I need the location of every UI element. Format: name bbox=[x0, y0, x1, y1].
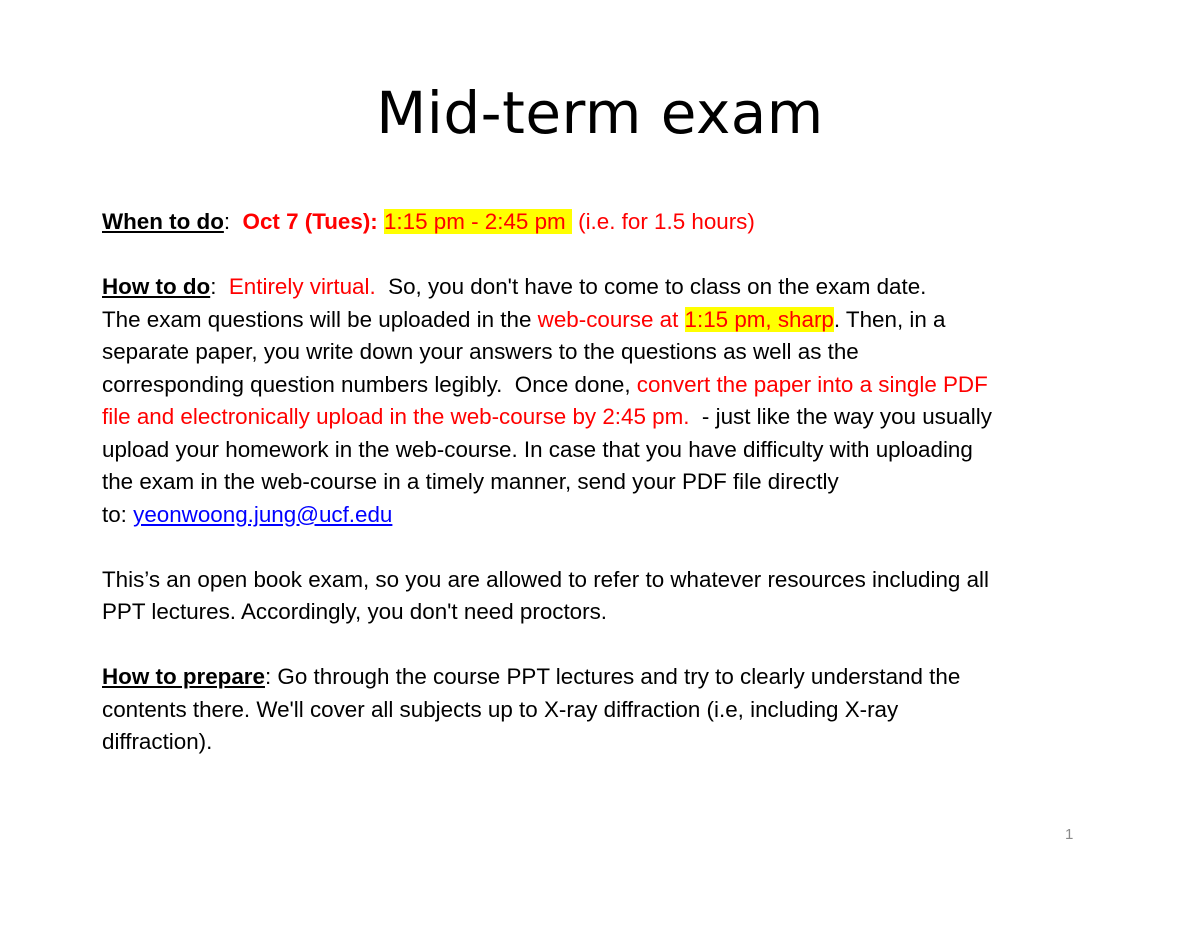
how-line-1-rest: So, you don't have to come to class on the exam date. bbox=[375, 274, 927, 299]
how-line-2 bbox=[102, 304, 1112, 337]
prepare-line-3: diffraction). bbox=[102, 729, 213, 754]
how-line-6: upload your homework in the web-course. In case that you have difficulty with uploading bbox=[102, 436, 973, 462]
slide-body bbox=[102, 206, 1112, 759]
when-label: When to do bbox=[102, 209, 224, 234]
exam-duration: (i.e. for 1.5 hours) bbox=[571, 209, 755, 234]
exam-time: 1:15 pm - 2:45 pm bbox=[383, 209, 572, 234]
how-line-3: separate paper, you write down your answers to the questions as well as the bbox=[102, 339, 859, 364]
how-line-5 bbox=[102, 401, 1112, 434]
exam-date: Oct 7 (Tues): bbox=[242, 209, 378, 234]
how-line-4 bbox=[102, 369, 1112, 402]
how-line-8 bbox=[102, 499, 1112, 532]
prepare-line-2: contents there. We'll cover all subjects up to X-ray diffraction (i.e, including X-ray bbox=[102, 696, 899, 722]
how-line-5-red: file and electronically upload in the web-course by 2:45 pm. bbox=[102, 404, 690, 429]
exam-mode: Entirely virtual. bbox=[228, 274, 376, 299]
how-line-4-a: corresponding question numbers legibly. Once done, bbox=[102, 371, 637, 397]
open-book-line-1: This’s an open book exam, so you are allowed to refer to whatever resources including all bbox=[102, 566, 989, 592]
start-time-highlight: 1:15 pm, sharp bbox=[684, 306, 834, 332]
slide-title: Mid-term exam bbox=[376, 79, 824, 147]
how-line-1 bbox=[102, 271, 1112, 304]
prepare-label: How to prepare bbox=[102, 664, 265, 689]
when-colon: : bbox=[223, 209, 243, 234]
prepare-line-1 bbox=[102, 661, 1112, 694]
how-label: How to do bbox=[102, 274, 211, 299]
email-link[interactable]: yeonwoong.jung@ucf.edu bbox=[133, 501, 393, 527]
how-line-2-b: . Then, in a bbox=[833, 306, 946, 332]
how-colon: : bbox=[210, 274, 229, 299]
how-line-5-b: - just like the way you usually bbox=[689, 404, 992, 429]
prepare-line-1-rest: : Go through the course PPT lectures and try to clearly understand the bbox=[264, 664, 961, 689]
open-book-line-2: PPT lectures. Accordingly, you don't need proctors. bbox=[102, 599, 608, 624]
when-line bbox=[102, 206, 1112, 239]
page-number: 1 bbox=[1065, 826, 1074, 843]
how-line-7: the exam in the web-course in a timely manner, send your PDF file directly bbox=[102, 469, 839, 494]
how-line-4-red: convert the paper into a single PDF bbox=[636, 371, 988, 397]
how-line-8-a: to: bbox=[102, 501, 134, 527]
how-line-2-red: web-course at bbox=[537, 306, 685, 332]
how-line-2-a: The exam questions will be uploaded in the bbox=[102, 306, 538, 332]
